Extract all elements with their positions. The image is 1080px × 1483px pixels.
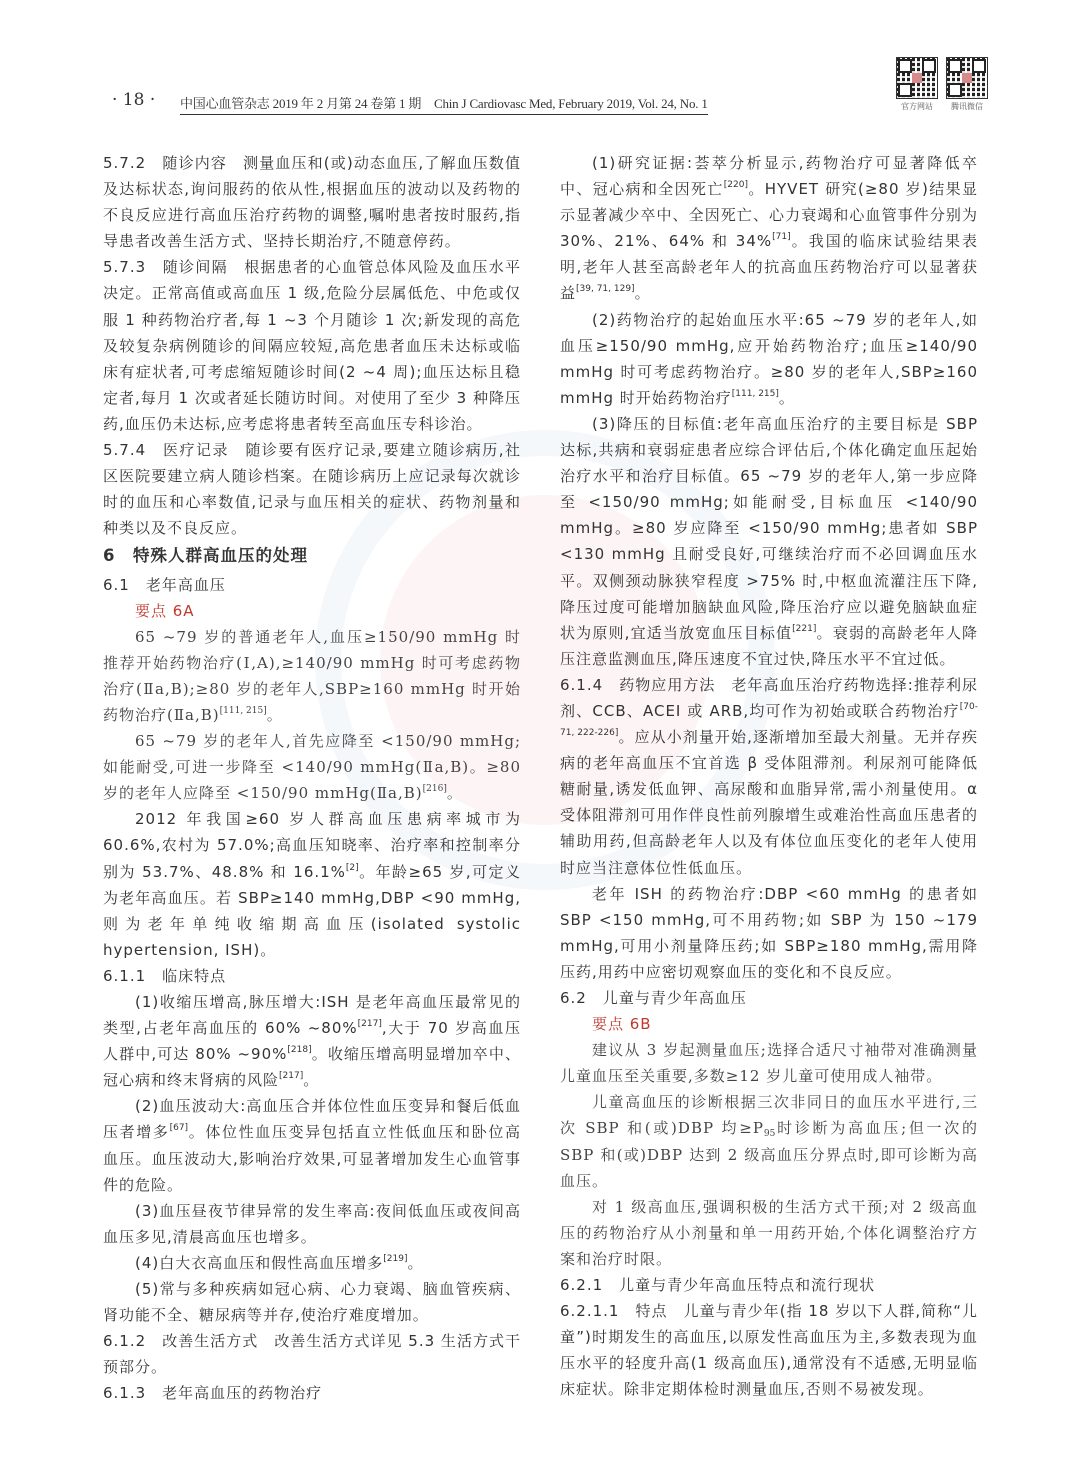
text-run: (3)降压的目标值:老年高血压治疗的主要目标是 SBP 达标,共病和衰弱症患者应综合评估后,个体化确定血压起始治疗水平和治疗目标值。65 ~79 岁的老年人,第一步应降至 <150/90 mmHg;如能耐受,目标血压 <140/90 mmHg。≥80 岁应降至 <150/90 mmHg;患者如 SBP <130 mmHg 且耐受良好,可继续治疗而不必回调血压水平。双侧颈动脉狭窄程度 >75% 时,中枢血流灌注压下降,降压过度可能增加脑缺血风险,降压治疗应以避免脑缺血症状为原则,宜适当放宽血压目标值 [560, 414, 978, 642]
key-point-paragraph [560, 1037, 978, 1089]
key-point-label [560, 1011, 978, 1037]
text-run: 。我国的临床试验结果表明,老年人甚至高龄老年人的抗高血压药物治疗可以显著获益 [560, 232, 978, 303]
paragraph [560, 411, 978, 672]
text-run: (2)血压波动大:高血压合并体位性血压变异和餐后低血压者增多 [103, 1097, 521, 1142]
text-run: 6.1 老年高血压 [103, 575, 226, 594]
qr-code-website[interactable] [896, 57, 938, 112]
citation-superscript: [70-71, 222-226] [560, 701, 978, 739]
text-run: 5.7.3 随诊间隔 根据患者的心血管总体风险及血压水平决定。正常高值或高血压 1 级,危险分层属低危、中危或仅服 1 种药物治疗者,每 1 ~3 个月随诊 1 次;新发现的高危及较复杂病例随诊的间隔应较短,高危患者血压未达标或临床有症状者,可考虑缩短随诊时间(2 ~4 周);血压达标且稳定者,每月 1 次或者延长随访时间。对使用了至少 3 种降压药,血压仍未达标,应考虑将患者转至高血压专科诊治。 [103, 258, 521, 433]
section-paragraph [103, 254, 521, 437]
paragraph [560, 150, 978, 307]
qr-code-icon [896, 57, 938, 99]
key-point-paragraph [560, 1194, 978, 1272]
text-run: 65 ~79 岁的普通老年人,血压≥150/90 mmHg 时推荐开始药物治疗(Ⅰ,A),≥140/90 mmHg 时可考虑药物治疗(Ⅱa,B);≥80 岁的老年人,SBP≥160 mmHg 时开始药物治疗(Ⅱa,B) [103, 627, 521, 724]
text-run: 6.2.1 儿童与青少年高血压特点和流行现状 [560, 1276, 876, 1295]
text-run: 。HYVET 研究(≥80 岁)结果显示显著减少卒中、全因死亡、心力衰竭和心血管事件分别为 30%、21%、64% 和 34% [560, 180, 978, 251]
journal-running-header: 中国心血管杂志 2019 年 2 月第 24 卷第 1 期 Chin J Cardiovasc Med, February 2019, Vol. 24, No. 1 [180, 93, 708, 115]
text-run: (4)白大衣高血压和假性高血压增多 [135, 1253, 384, 1272]
citation-superscript: [220] [723, 180, 748, 191]
text-run: 6.1.2 改善生活方式 改善生活方式详见 5.3 生活方式干预部分。 [103, 1332, 521, 1377]
key-point-paragraph [103, 624, 521, 728]
text-run: 6.1.4 药物应用方法 老年高血压治疗药物选择:推荐利尿剂、CCB、ACEI 或 ARB,均可作为初始或联合药物治疗 [560, 675, 978, 720]
citation-superscript: [219] [383, 1253, 408, 1264]
text-run: 5.7.2 随诊内容 测量血压和(或)动态血压,了解血压数值及达标状态,询问服药的依从性,根据血压的波动以及药物的不良反应进行高血压治疗药物的调整,嘱咐患者按时服药,指导患者改善生活方式、坚持长期治疗,不随意停药。 [103, 154, 521, 251]
text-run: 。年龄≥65 岁,可定义为老年高血压。若 SBP≥140 mmHg,DBP <90 mmHg,则为老年单纯收缩期高血压(isolated systolic hypertension, ISH)。 [103, 862, 521, 959]
paragraph [103, 806, 521, 963]
left-column [103, 150, 521, 1407]
page-number: · 18 · [112, 90, 156, 110]
citation-superscript: [39, 71, 129] [576, 284, 635, 295]
text-run: 6.1.1 临床特点 [103, 966, 227, 985]
text-run: 。 [446, 784, 463, 803]
text-run: 。 [778, 388, 795, 407]
section-paragraph [560, 1272, 978, 1298]
citation-superscript: [216] [422, 784, 447, 795]
qr-label: 腾讯微信 [951, 102, 983, 111]
qr-code-wechat[interactable] [946, 57, 988, 112]
text-run: 老年 ISH 的药物治疗:DBP <60 mmHg 的患者如 SBP <150 mmHg,可不用药物;如 SBP 为 150 ~179 mmHg,可用小剂量降压药;如 SBP≥180 mmHg,需用降压药,用药中应密切观察血压的变化和不良反应。 [560, 884, 978, 981]
section-paragraph [560, 672, 978, 881]
text-run: 儿童高血压的诊断根据三次非同日的血压水平进行,三次 SBP 和(或)DBP 均≥P [560, 1093, 978, 1138]
text-run: (5)常与多种疾病如冠心病、心力衰竭、脑血管疾病、肾功能不全、糖尿病等并存,使治疗难度增加。 [103, 1280, 521, 1325]
text-run: (3)血压昼夜节律异常的发生率高:夜间低血压或夜间高血压多见,清晨高血压也增多。 [103, 1201, 521, 1246]
text-run: 6 特殊人群高血压的处理 [103, 546, 308, 566]
text-run: 。衰弱的高龄老年人降压注意监测血压,降压速度不宜过快,降压水平不宜过低。 [560, 623, 978, 668]
section-paragraph [560, 1298, 978, 1402]
citation-superscript: [217] [279, 1071, 304, 1082]
citation-superscript: [111, 215] [219, 705, 267, 716]
citation-superscript: [2] [345, 862, 359, 873]
text-run: 。 [407, 1253, 424, 1272]
paragraph [103, 1093, 521, 1197]
citation-superscript: [71] [772, 232, 791, 243]
citation-superscript: [218] [287, 1045, 312, 1056]
section-paragraph [560, 985, 978, 1011]
text-run: 5.7.4 医疗记录 随诊要有医疗记录,要建立随诊病历,社区医院要建立病人随诊档案。在随诊病历上应记录每次就诊时的血压和心率数值,记录与血压相关的症状、药物剂量和种类以及不良反应。 [103, 441, 521, 538]
text-run: 建议从 3 岁起测量血压;选择合适尺寸袖带对准确测量儿童血压至关重要,多数≥12 岁儿童可使用成人袖带。 [560, 1041, 978, 1086]
citation-superscript: [221] [792, 623, 817, 634]
text-run: 65 ~79 岁的老年人,首先应降至 <150/90 mmHg;如能耐受,可进一步降至 <140/90 mmHg(Ⅱa,B)。≥80 岁的老年人应降至 <150/90 mmHg(Ⅱa,B) [103, 732, 521, 803]
key-point-paragraph [560, 1089, 978, 1193]
text-run: 时诊断为高血压;但一次的 SBP 和(或)DBP 达到 2 级高血压分界点时,即可诊断为高血压。 [560, 1119, 978, 1190]
citation-superscript: [217] [357, 1019, 382, 1030]
paragraph [103, 1198, 521, 1250]
text-run: 2012 年我国≥60 岁人群高血压患病率城市为 60.6%,农村为 57.0%;高血压知晓率、治疗率和控制率分别为 53.7%、48.8% 和 16.1% [103, 810, 521, 881]
subscript: 95 [763, 1129, 776, 1140]
section-paragraph [103, 1328, 521, 1380]
paragraph [103, 989, 521, 1093]
text-run: 6.2 儿童与青少年高血压 [560, 989, 747, 1007]
text-run: 。应从小剂量开始,逐渐增加至最大剂量。无并存疾病的老年高血压不宜首选 β 受体阻滞剂。利尿剂可能降低糖耐量,诱发低血钾、高尿酸和血脂异常,需小剂量使用。α 受体阻滞剂可用作伴良性前列腺增生或难治性高血压患者的辅助用药,但高龄老年人以及有体位血压变化的老年人使用时应当注意体位性低血压。 [560, 728, 978, 877]
text-run: (2)药物治疗的起始血压水平:65 ~79 岁的老年人,如血压≥150/90 mmHg,应开始药物治疗;血压≥140/90 mmHg 时可考虑药物治疗。≥80 岁的老年人,SBP≥160 mmHg 时开始药物治疗 [560, 310, 978, 407]
paragraph [560, 881, 978, 985]
citation-superscript: [111, 215] [731, 388, 779, 399]
right-column [560, 150, 978, 1403]
text-run: 。体位性血压变异包括直立性低血压和卧位高血压。血压波动大,影响治疗效果,可显著增加发生心血管事件的危险。 [103, 1123, 521, 1194]
text-run: 。 [303, 1071, 320, 1090]
section-paragraph [103, 150, 521, 254]
text-run: (1)收缩压增高,脉压增大:ISH 是老年高血压最常见的类型,占老年高血压的 60% ~80% [103, 993, 521, 1038]
text-run: 。 [634, 284, 651, 303]
text-run: 对 1 级高血压,强调积极的生活方式干预;对 2 级高血压的药物治疗从小剂量和单一用药开始,个体化调整治疗方案和治疗时限。 [560, 1197, 978, 1268]
key-point-paragraph [103, 728, 521, 806]
text-run: 。收缩压增高明显增加卒中、冠心病和终末肾病的风险 [103, 1045, 521, 1090]
paragraph [560, 307, 978, 411]
qr-code-icon [946, 57, 988, 99]
key-point-label [103, 598, 521, 624]
section-paragraph [103, 963, 521, 989]
paragraph [103, 1250, 521, 1276]
text-run: 要点 6A [135, 601, 195, 620]
citation-superscript: [67] [169, 1123, 189, 1134]
section-paragraph [103, 572, 521, 598]
section-paragraph [103, 1380, 521, 1406]
section-heading [103, 543, 521, 569]
paragraph [103, 1276, 521, 1328]
text-run: 6.2.1.1 特点 儿童与青少年(指 18 岁以下人群,简称“儿童”)时期发生的高血压,以原发性高血压为主,多数表现为血压水平的轻度升高(1 级高血压),通常没有不适感,无明显临床症状。除非定期体检时测量血压,否则不易被发现。 [560, 1302, 978, 1399]
text-run: 。 [266, 705, 283, 724]
text-run: 要点 6B [592, 1015, 652, 1034]
section-paragraph [103, 437, 521, 541]
text-run: (1)研究证据:荟萃分析显示,药物治疗可显著降低卒中、冠心病和全因死亡 [560, 154, 978, 199]
text-run: ,大于 70 岁高血压人群中,可达 80% ~90% [103, 1019, 521, 1064]
qr-label: 官方网站 [901, 102, 933, 111]
text-run: 6.1.3 老年高血压的药物治疗 [103, 1384, 323, 1403]
